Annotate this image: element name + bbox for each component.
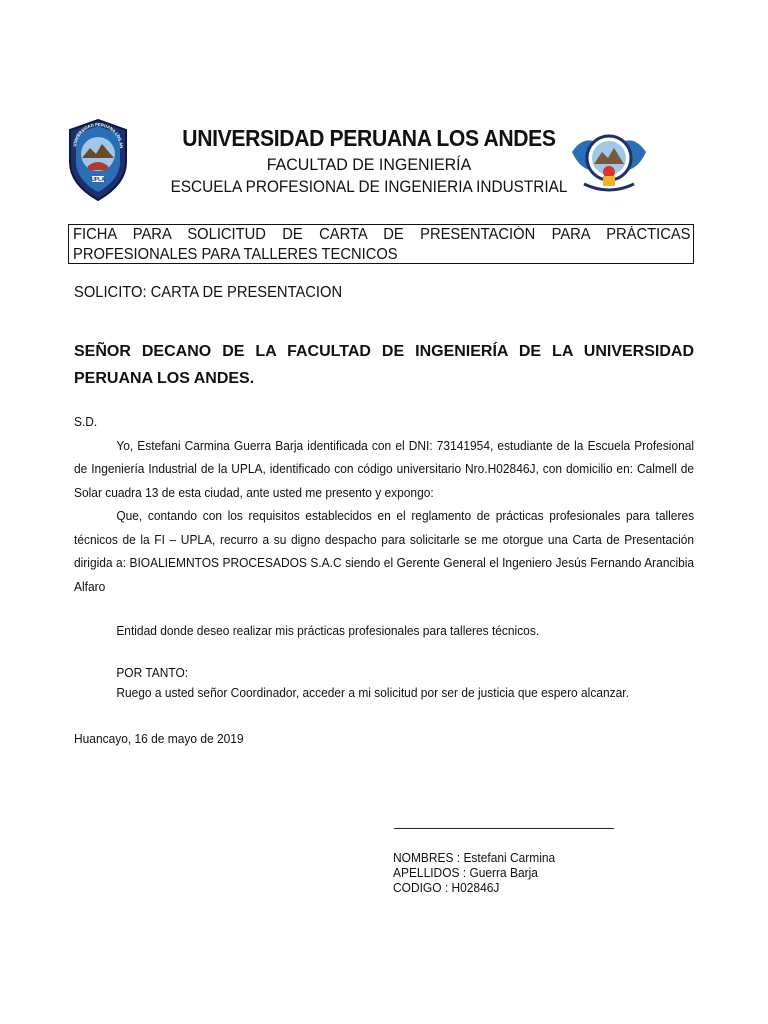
paragraph-2: Que, contando con los requisitos establecidos en el reglamento de prácticas profesionales para talleres técnicos de la FI – UPLA, recurro a su digno despacho para solicitarle se me otorgue una Carta de Presentación dirigida a: BIOALIEMNTOS PROCESADOS S.A.C siendo el Gerente General el Ingeniero Jesús Fernando Arancibia Alfaro bbox=[74, 508, 695, 594]
salutation: S.D. bbox=[74, 414, 98, 429]
signature-block bbox=[393, 850, 555, 895]
date-line: Huancayo, 16 de mayo de 2019 bbox=[74, 730, 244, 746]
university-name: UNIVERSIDAD PERUANA LOS ANDES bbox=[182, 125, 556, 151]
signature-codigo: CODIGO : H02846J bbox=[393, 880, 500, 895]
signature-nombres: NOMBRES : Estefani Carmina bbox=[393, 850, 556, 865]
form-title-box bbox=[68, 224, 694, 264]
logo-ring-text: UNIVERSIDAD PERUANA LOS AN bbox=[72, 121, 125, 149]
por-tanto: POR TANTO: bbox=[116, 664, 189, 680]
letter-body bbox=[74, 410, 695, 750]
paragraph-4: Ruego a usted señor Coordinador, acceder a mi solicitud por ser de justicia que espero alcanzar. bbox=[116, 684, 629, 700]
document-header bbox=[140, 124, 598, 198]
logo-abbr: UPLA bbox=[91, 177, 105, 183]
solicito-line: SOLICITO: CARTA DE PRESENTACION bbox=[74, 284, 343, 301]
signature-apellidos: APELLIDOS : Guerra Barja bbox=[393, 865, 538, 880]
form-title: FICHA PARA SOLICITUD DE CARTA DE PRESENTACIÓN PARA PRÁCTICAS PROFESIONALES PARA TALLERES TECNICOS bbox=[73, 226, 691, 263]
addressee: SEÑOR DECANO DE LA FACULTAD DE INGENIERÍA DE LA UNIVERSIDAD PERUANA LOS ANDES. bbox=[74, 343, 694, 387]
upla-shield-logo bbox=[66, 118, 130, 202]
faculty-name: FACULTAD DE INGENIERÍA bbox=[266, 155, 472, 174]
paragraph-1: Yo, Estefani Carmina Guerra Barja identificada con el DNI: 73141954, estudiante de la Escuela Profesional de Ingeniería Industrial de la UPLA, identificado con código universitario Nro.H02846J, con domicilio en: Calmell de Solar cuadra 13 de esta ciudad, ante usted me presento y expongo: bbox=[74, 437, 695, 500]
paragraph-3: Entidad donde deseo realizar mis prácticas profesionales para talleres técnicos. bbox=[116, 623, 540, 638]
signature-line bbox=[394, 828, 614, 829]
school-name: ESCUELA PROFESIONAL DE INGENIERIA INDUSTRIAL bbox=[170, 178, 568, 196]
